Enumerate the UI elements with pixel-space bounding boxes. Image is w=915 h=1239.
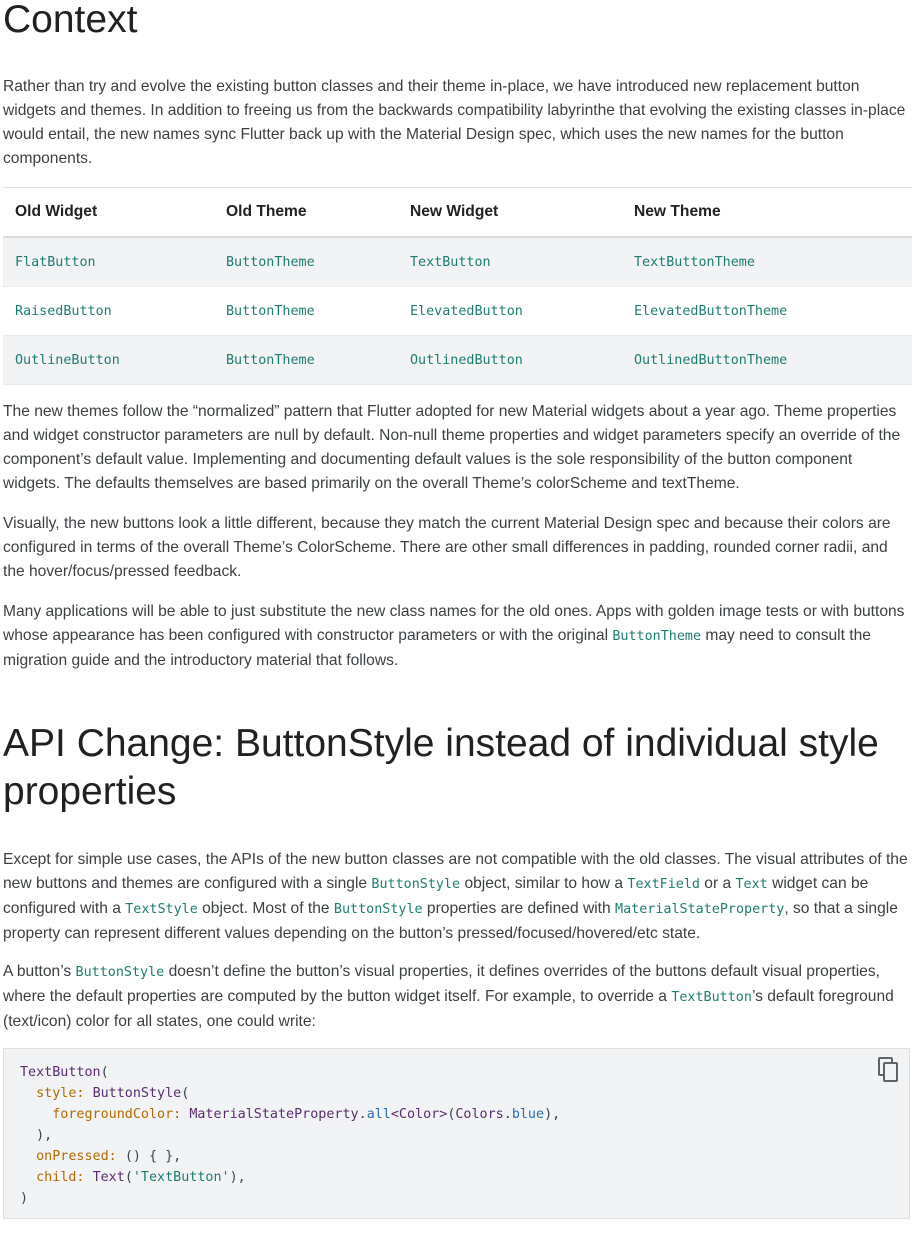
code-span: ButtonTheme xyxy=(226,304,315,319)
table-row xyxy=(3,237,912,287)
code-span: TextButton xyxy=(410,255,491,270)
code-span: TextButtonTheme xyxy=(634,255,755,270)
code-span: ButtonTheme xyxy=(226,353,315,368)
text-run: widget can be configured with a xyxy=(3,875,869,917)
text-run: may need to consult the migration guide and the introductory material that follows. xyxy=(3,627,871,669)
code-span: ButtonTheme xyxy=(226,255,315,270)
code-span: ButtonStyle xyxy=(371,877,461,892)
header-new-theme: New Theme xyxy=(622,188,912,238)
table-cell xyxy=(622,237,912,287)
code-span: ButtonTheme xyxy=(612,629,702,644)
code-line xyxy=(20,1146,560,1167)
text-run: Many applications will be able to just substitute the new class names for the old ones. Apps with golden image tests or with buttons whose appearance has been configured with constructor parameters or with the original xyxy=(3,603,905,644)
code-token: ( xyxy=(100,1065,109,1080)
code-span: FlatButton xyxy=(15,255,96,270)
code-span: TextField xyxy=(627,877,700,892)
code-token: () { }, xyxy=(124,1149,182,1164)
code-span: TextStyle xyxy=(125,902,198,917)
table-row xyxy=(3,287,912,336)
api-paragraph-1 xyxy=(3,848,912,946)
text-run: A button’s xyxy=(3,963,76,980)
copy-icon xyxy=(877,1057,901,1083)
table-cell xyxy=(3,336,214,385)
code-span: ElevatedButtonTheme xyxy=(634,304,788,319)
table-row xyxy=(3,336,912,385)
api-change-heading: API Change: ButtonStyle instead of individual style properties xyxy=(3,722,879,813)
table-cell xyxy=(622,287,912,336)
header-old-widget: Old Widget xyxy=(3,188,214,238)
code-span: ElevatedButton xyxy=(410,304,523,319)
code-span: ButtonStyle xyxy=(333,902,423,917)
text-run: object. Most of the xyxy=(197,900,334,917)
text-run: or a xyxy=(699,875,736,892)
code-span: RaisedButton xyxy=(15,304,112,319)
substitute-paragraph xyxy=(3,600,912,673)
code-line xyxy=(20,1167,560,1188)
header-new-widget: New Widget xyxy=(398,188,622,238)
code-line xyxy=(20,1062,560,1083)
code-span: OutlineButton xyxy=(15,353,120,368)
code-token: ( xyxy=(181,1086,190,1101)
code-token: . xyxy=(503,1107,512,1122)
table-cell xyxy=(3,237,214,287)
api-paragraph-2 xyxy=(3,960,912,1034)
copy-code-button[interactable] xyxy=(877,1057,901,1083)
table-cell xyxy=(398,336,622,385)
code-token: TextButton xyxy=(20,1065,101,1080)
migration-table xyxy=(3,187,912,385)
table-cell xyxy=(622,336,912,385)
code-token: blue xyxy=(511,1107,545,1122)
code-line xyxy=(20,1188,560,1209)
code-line xyxy=(20,1104,560,1125)
code-token: Colors xyxy=(455,1107,504,1122)
code-token: . xyxy=(358,1107,367,1122)
code-span: MaterialStateProperty xyxy=(615,902,785,917)
table-cell xyxy=(214,237,398,287)
code-token: foregroundColor: xyxy=(52,1107,182,1122)
header-old-theme: Old Theme xyxy=(214,188,398,238)
code-token: ButtonStyle xyxy=(92,1086,182,1101)
code-listing xyxy=(20,1062,560,1209)
text-run: doesn’t define the button’s visual properties, it defines overrides of the buttons default visual properties, where the default properties are computed by the button widget itself. For example, to override a xyxy=(3,963,880,1005)
context-heading: Context xyxy=(3,0,138,41)
table-cell xyxy=(398,287,622,336)
code-token: 'TextButton' xyxy=(132,1170,230,1185)
text-run: object, similar to how a xyxy=(460,875,628,892)
code-token: child: xyxy=(36,1170,85,1185)
code-span: Text xyxy=(735,877,768,892)
code-span: ButtonStyle xyxy=(75,965,165,980)
text-run: , so that a single property can represent different values depending on the button’s pressed/focused/hovered/etc state. xyxy=(3,900,898,942)
code-token: <Color> xyxy=(390,1107,448,1122)
code-block xyxy=(3,1048,910,1219)
code-token: ), xyxy=(36,1128,53,1143)
code-token: onPressed: xyxy=(36,1149,117,1164)
code-token: ), xyxy=(229,1170,246,1185)
table-cell xyxy=(398,237,622,287)
text-run: Except for simple use cases, the APIs of the new button classes are not compatible with the old classes. The visual attributes of the new buttons and themes are configured with a single xyxy=(3,851,908,892)
visually-paragraph: Visually, the new buttons look a little different, because they match the current Material Design spec and because their colors are configured in terms of the overall Theme’s ColorScheme. There are other small differences in padding, rounded corner radii, and the hover/focus/pressed feedback. xyxy=(3,515,891,580)
themes-paragraph: The new themes follow the “normalized” pattern that Flutter adopted for new Material widgets about a year ago. Theme properties and widget constructor parameters are null by default. Non-null theme properties and widget parameters specify an override of the component’s default value. Implementing and documenting default values is the sole responsibility of the button component widgets. The defaults themselves are based primarily on the overall Theme’s colorScheme and textTheme. xyxy=(3,403,901,492)
code-span: TextButton xyxy=(671,990,752,1005)
table-header-row xyxy=(3,188,912,238)
article xyxy=(3,0,912,1206)
code-line xyxy=(20,1125,560,1146)
context-intro: Rather than try and evolve the existing button classes and their theme in-place, we have introduced new replacement button widgets and themes. In addition to freeing us from the backwards compatibility labyrinthe that evolving the existing classes in-place would entail, the new names sync Flutter back up with the Material Design spec, which uses the new names for the button components. xyxy=(3,78,906,167)
code-token: Text xyxy=(92,1170,125,1185)
code-token: ) xyxy=(20,1191,29,1206)
code-token: ( xyxy=(124,1170,133,1185)
code-token: MaterialStateProperty xyxy=(189,1107,359,1122)
code-token: style: xyxy=(36,1086,85,1101)
code-token: all xyxy=(366,1107,391,1122)
text-run: properties are defined with xyxy=(422,900,616,917)
table-cell xyxy=(214,287,398,336)
text-run: ’s default foreground (text/icon) color for all states, one could write: xyxy=(3,988,894,1030)
code-span: OutlinedButtonTheme xyxy=(634,353,788,368)
table-cell xyxy=(214,336,398,385)
code-token: ( xyxy=(447,1107,456,1122)
code-token: ), xyxy=(544,1107,561,1122)
table-cell xyxy=(3,287,214,336)
code-line xyxy=(20,1083,560,1104)
code-span: OutlinedButton xyxy=(410,353,523,368)
